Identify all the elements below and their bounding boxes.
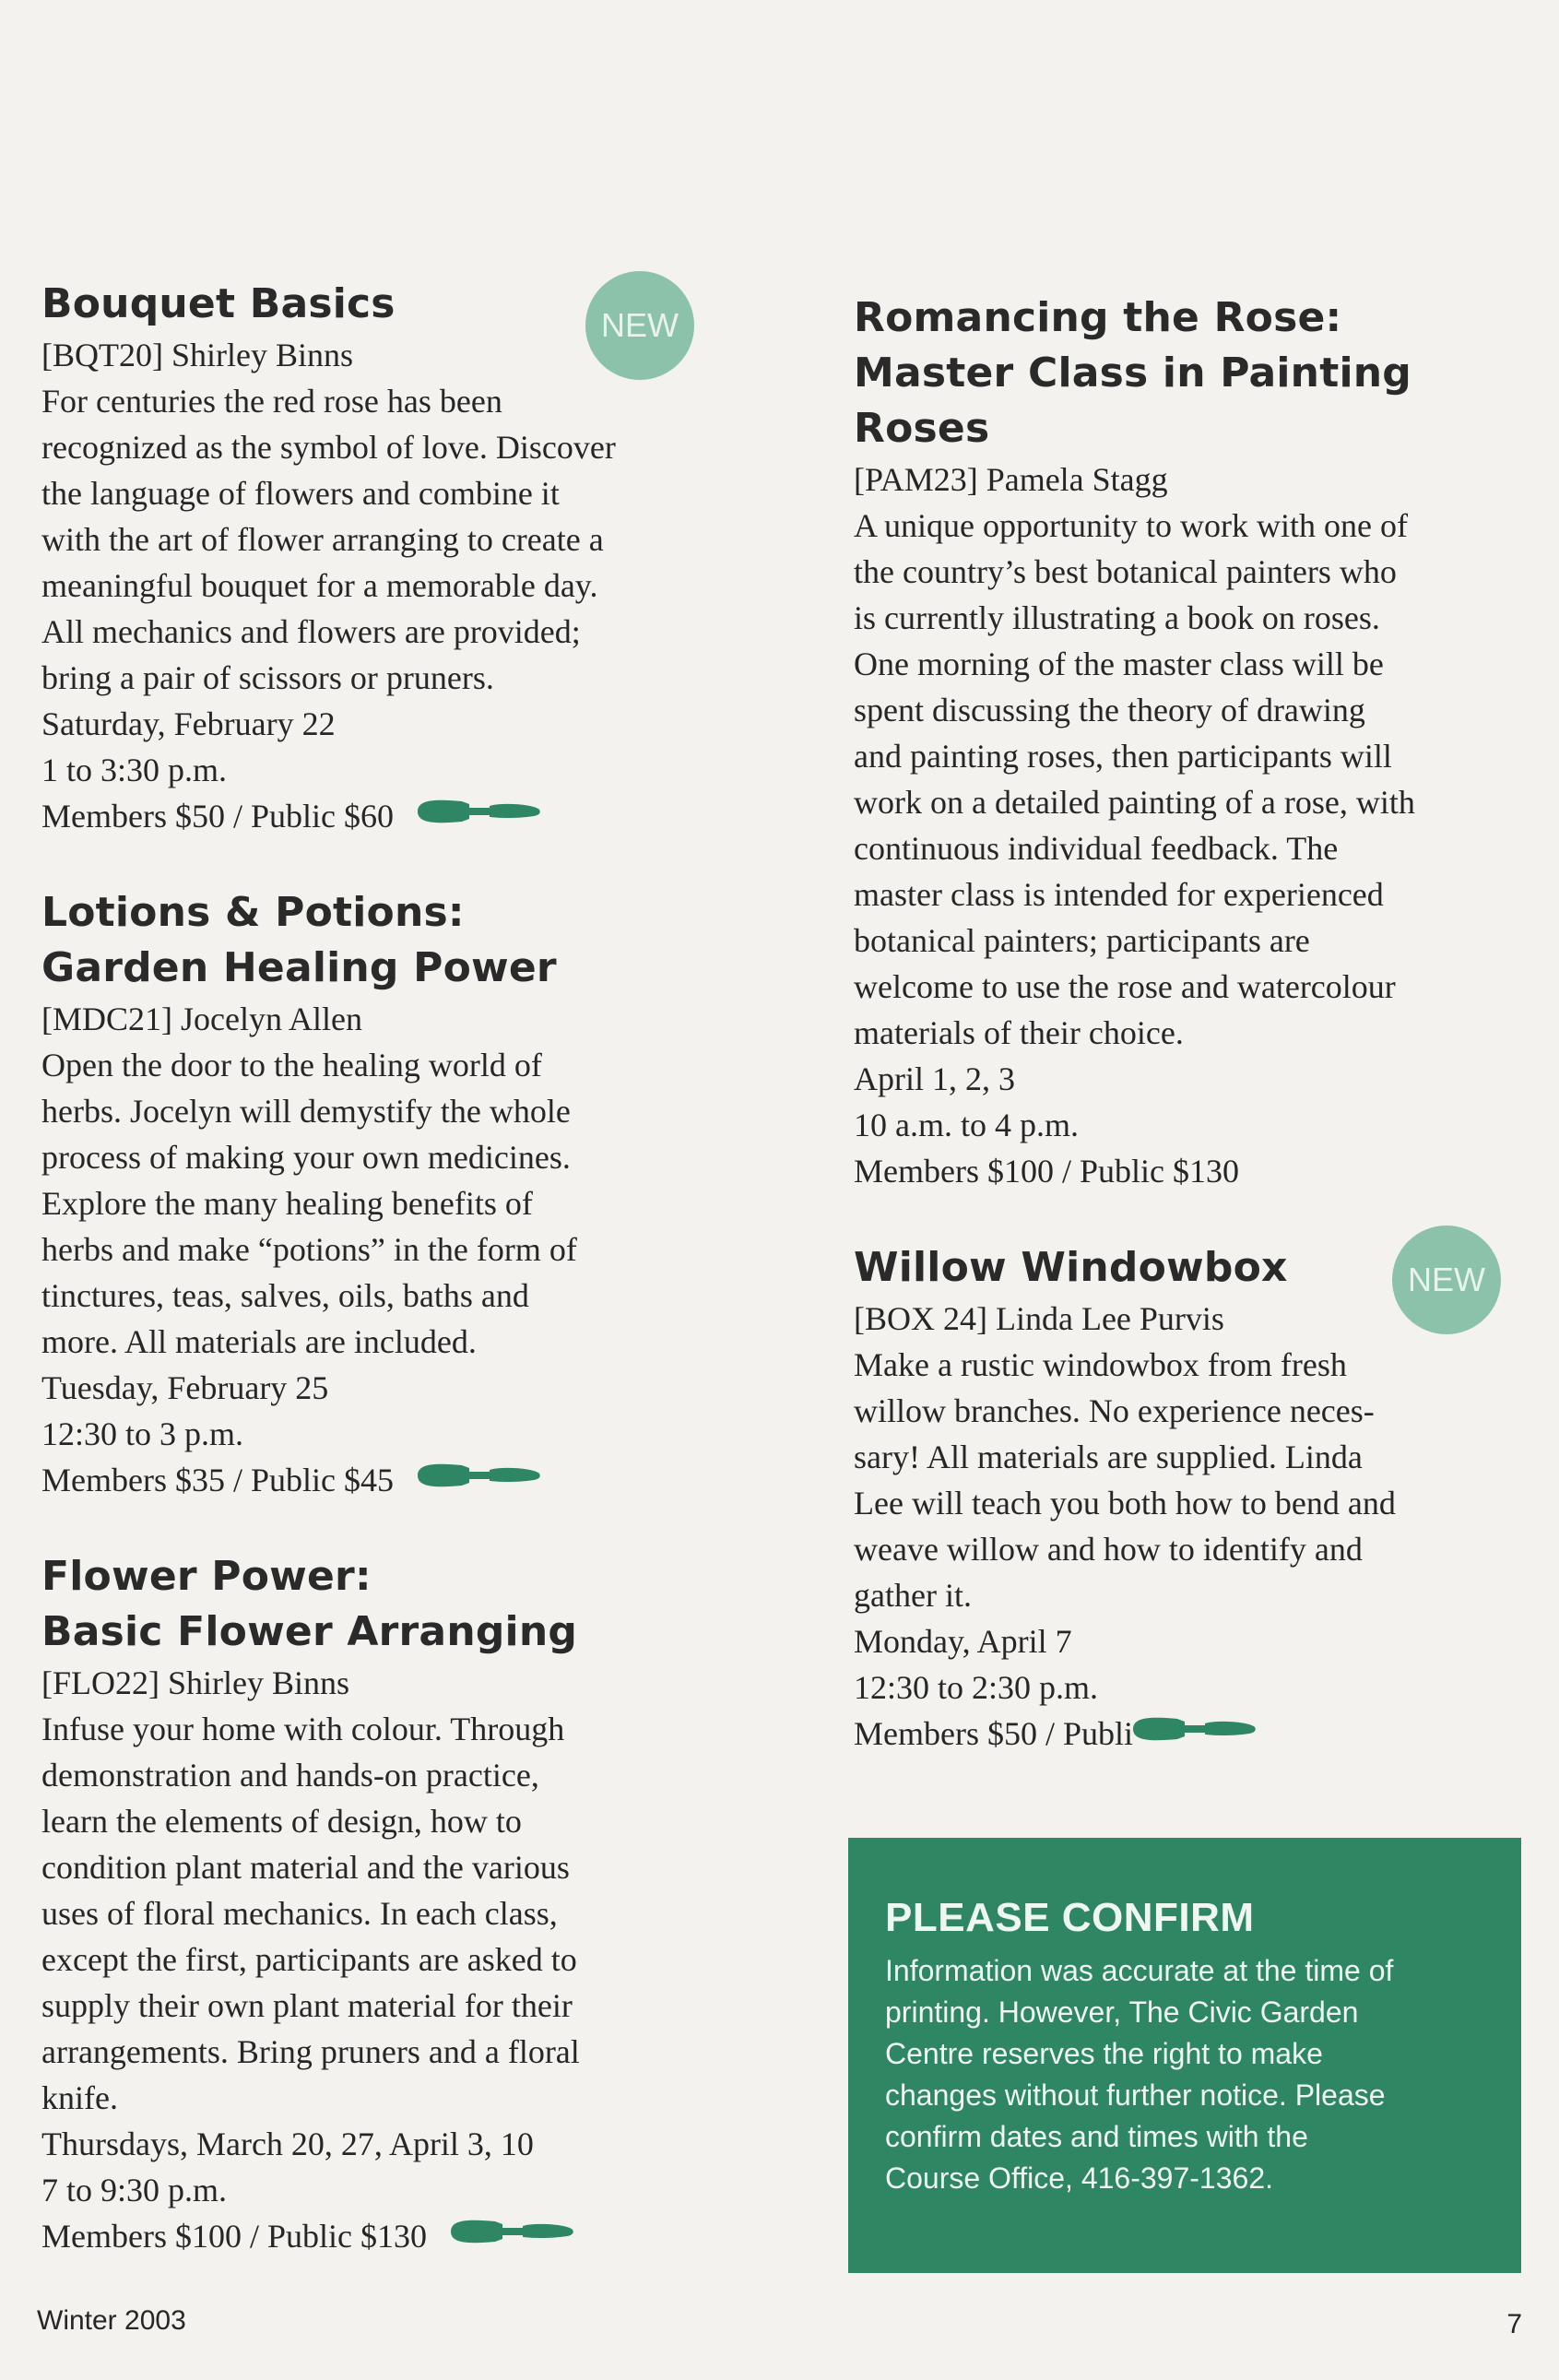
- description-line: process of making your own medicines.: [41, 1139, 571, 1176]
- page-number: 7: [1506, 2309, 1522, 2339]
- confirm-line: printing. However, The Civic Garden: [885, 1995, 1359, 2029]
- description-line: the country’s best botanical painters who: [854, 553, 1397, 590]
- course-time: 12:30 to 2:30 p.m.: [854, 1669, 1099, 1706]
- description-line: Open the door to the healing world of: [41, 1047, 542, 1083]
- course-romancing-the-rose: [854, 290, 1527, 1194]
- left-column: [41, 277, 724, 2305]
- course-price-row: [854, 1711, 1527, 1757]
- description-line: learn the elements of design, how to: [41, 1803, 522, 1840]
- description-line: more. All materials are included.: [41, 1323, 477, 1360]
- description-line: gather it.: [854, 1577, 972, 1614]
- description-line: work on a detailed painting of a rose, with: [854, 784, 1415, 821]
- course-price: Members $100 / Public $130: [854, 1153, 1239, 1190]
- course-date: Thursdays, March 20, 27, April 3, 10: [41, 2125, 534, 2162]
- confirm-heading: PLEASE CONFIRM: [885, 1895, 1255, 1940]
- course-lotions-potions: [41, 885, 724, 1503]
- course-flower-power: [41, 1549, 724, 2259]
- course-price-row: [41, 793, 724, 839]
- course-code-instructor: [PAM23] Pamela Stagg: [854, 461, 1168, 498]
- course-title: Bouquet Basics: [41, 280, 396, 327]
- description-line: All mechanics and flowers are provided;: [41, 613, 581, 650]
- description-line: recognized as the symbol of love. Discover: [41, 429, 616, 466]
- trowel-icon: [414, 1457, 543, 1503]
- course-time: 10 a.m. to 4 p.m.: [854, 1107, 1079, 1143]
- description-line: meaningful bouquet for a memorable day.: [41, 567, 598, 604]
- description-line: and painting roses, then participants will: [854, 738, 1392, 775]
- description-line: herbs. Jocelyn will demystify the whole: [41, 1093, 571, 1130]
- description-line: except the first, participants are asked to: [41, 1941, 577, 1978]
- course-time: 12:30 to 3 p.m.: [41, 1415, 244, 1452]
- description-line: Infuse your home with colour. Through: [41, 1711, 565, 1747]
- description-line: herbs and make “potions” in the form of: [41, 1231, 577, 1268]
- description-line: welcome to use the rose and watercolour: [854, 968, 1396, 1005]
- course-time: 7 to 9:30 p.m.: [41, 2172, 228, 2208]
- confirm-line: Centre reserves the right to make: [885, 2037, 1323, 2070]
- course-date: Tuesday, February 25: [41, 1369, 329, 1406]
- course-code-instructor: [BQT20] Shirley Binns: [41, 337, 353, 373]
- description-line: with the art of flower arranging to create a: [41, 521, 604, 558]
- description-line: For centuries the red rose has been: [41, 383, 502, 420]
- course-date: Saturday, February 22: [41, 705, 336, 742]
- course-date: April 1, 2, 3: [854, 1060, 1015, 1097]
- course-title: Lotions & Potions:: [41, 889, 465, 936]
- description-line: condition plant material and the various: [41, 1849, 570, 1886]
- description-line: arrangements. Bring pruners and a floral: [41, 2033, 580, 2070]
- trowel-icon: [447, 2213, 576, 2259]
- description-line: sary! All materials are supplied. Linda: [854, 1439, 1363, 1475]
- course-price-row: [41, 2213, 724, 2259]
- description-line: willow branches. No experience neces-: [854, 1392, 1375, 1429]
- course-price: Members $35 / Public $45: [41, 1462, 394, 1498]
- description-line: the language of flowers and combine it: [41, 475, 560, 512]
- course-date: Monday, April 7: [854, 1623, 1072, 1660]
- course-price: Members $100 / Public $130: [41, 2218, 427, 2255]
- new-badge: NEW: [585, 271, 694, 380]
- course-willow-windowbox: [854, 1240, 1527, 1757]
- course-code-instructor: [FLO22] Shirley Binns: [41, 1664, 350, 1701]
- confirm-line: Course Office, 416-397-1362.: [885, 2161, 1273, 2195]
- description-line: A unique opportunity to work with one of: [854, 507, 1408, 544]
- confirm-line: Information was accurate at the time of: [885, 1954, 1394, 1987]
- please-confirm-box: [848, 1838, 1521, 2273]
- course-code-instructor: [BOX 24] Linda Lee Purvis: [854, 1300, 1224, 1337]
- description-line: uses of floral mechanics. In each class,: [41, 1895, 558, 1932]
- description-line: knife.: [41, 2079, 118, 2116]
- description-line: spent discussing the theory of drawing: [854, 692, 1365, 728]
- new-badge: NEW: [1392, 1226, 1501, 1334]
- description-line: continuous individual feedback. The: [854, 830, 1339, 867]
- course-price: Members $50 / Public $60: [41, 798, 394, 835]
- course-code-instructor: [MDC21] Jocelyn Allen: [41, 1001, 362, 1037]
- description-line: botanical painters; participants are: [854, 922, 1310, 959]
- course-subtitle: Basic Flower Arranging: [41, 1608, 578, 1655]
- description-line: tinctures, teas, salves, oils, baths and: [41, 1277, 529, 1314]
- course-subtitle: Master Class in Painting Roses: [854, 349, 1411, 452]
- description-line: Lee will teach you both how to bend and: [854, 1485, 1396, 1522]
- course-price: Members $50 / Publi: [854, 1715, 1133, 1752]
- right-column: [854, 290, 1527, 1803]
- course-title: Romancing the Rose:: [854, 294, 1342, 341]
- description-line: Explore the many healing benefits of: [41, 1185, 533, 1222]
- trowel-icon: [414, 793, 543, 839]
- course-title: Willow Windowbox: [854, 1244, 1288, 1291]
- description-line: Make a rustic windowbox from fresh: [854, 1346, 1347, 1383]
- confirm-line: confirm dates and times with the: [885, 2120, 1308, 2153]
- footer-season: Winter 2003: [37, 2305, 186, 2336]
- course-subtitle: Garden Healing Power: [41, 944, 557, 991]
- course-bouquet-basics: [41, 277, 724, 839]
- course-time: 1 to 3:30 p.m.: [41, 752, 228, 788]
- trowel-icon: [1129, 1711, 1258, 1757]
- confirm-line: changes without further notice. Please: [885, 2078, 1386, 2112]
- description-line: is currently illustrating a book on roses.: [854, 599, 1380, 636]
- description-line: bring a pair of scissors or pruners.: [41, 659, 494, 696]
- description-line: One morning of the master class will be: [854, 645, 1384, 682]
- description-line: supply their own plant material for their: [41, 1987, 573, 2024]
- description-line: weave willow and how to identify and: [854, 1531, 1363, 1568]
- course-price-row: [41, 1457, 724, 1503]
- description-line: demonstration and hands-on practice,: [41, 1757, 539, 1794]
- description-line: master class is intended for experienced: [854, 876, 1384, 913]
- course-title: Flower Power:: [41, 1553, 372, 1600]
- description-line: materials of their choice.: [854, 1014, 1184, 1051]
